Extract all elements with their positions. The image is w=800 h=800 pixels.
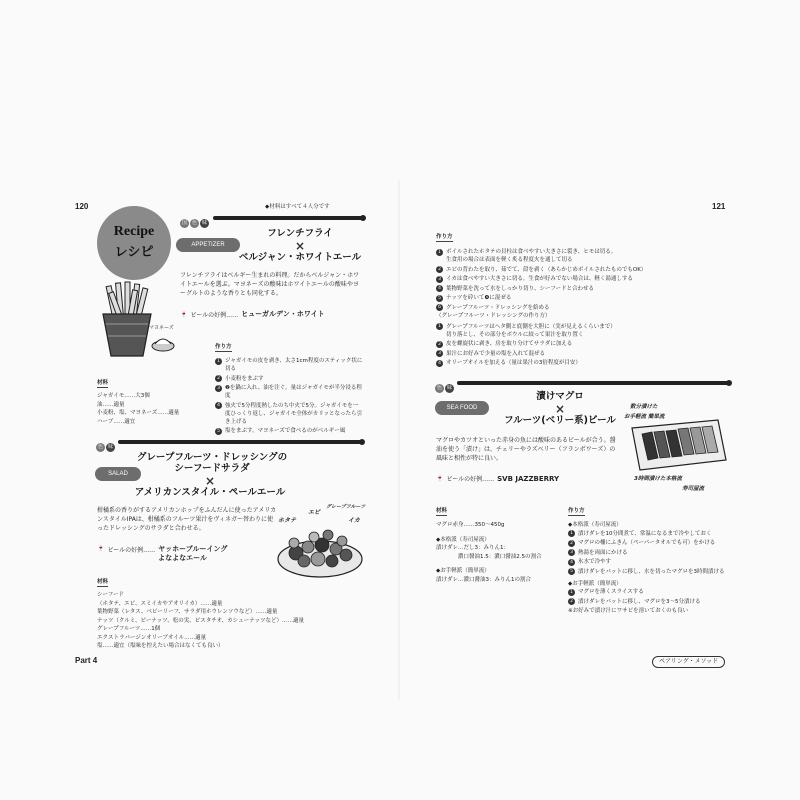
recipe3-rule xyxy=(457,381,729,385)
step-item: 2 皮を螺旋状に剥き、房を取り分けてサラダに加える xyxy=(436,340,726,348)
step-item: 1 漬けダレを10分間煮て、常温になるまで冷やしておく xyxy=(568,530,733,538)
ingredient-item: エクストラバージンオリーブオイル……適量 xyxy=(97,634,207,641)
tag-color: 色 xyxy=(436,385,442,391)
step-item: 2 小麦粉をまぶす xyxy=(215,375,363,383)
steps-a-label: ◆本格派（寿司屋流） xyxy=(568,522,622,528)
step-number: 5 xyxy=(436,295,443,302)
step-number: 2 xyxy=(436,341,443,348)
beer-name: SVB JAZZBERRY xyxy=(497,474,560,483)
recipe-badge-jp: レシピ xyxy=(114,245,154,260)
step-item: 1 ジャガイモの皮を剥き、太さ1cm程度のスティック状に切る xyxy=(215,357,363,373)
label-sushi-style: 寿司屋流 xyxy=(682,486,705,492)
tag-country: 国 xyxy=(181,220,187,226)
tag-taste: 味 xyxy=(201,220,207,226)
step-number: 3 xyxy=(215,385,222,392)
step-item: 4 氷水で冷やす xyxy=(568,558,733,566)
recipe3-cross: × xyxy=(554,402,566,416)
step-number: 1 xyxy=(436,249,443,256)
step-number: 4 xyxy=(215,402,222,409)
ingredients-note: ◆材料はすべて４人分です xyxy=(265,204,330,210)
label-shrimp: エビ xyxy=(308,509,321,516)
recipe-badge xyxy=(97,206,171,280)
tuna-illustration xyxy=(622,398,732,494)
steps-a-list xyxy=(568,530,733,576)
ingredient-item: 小麦粉、塩、マヨネーズ……適量 xyxy=(97,410,180,416)
ingredient-item: 漬けダレ…濃口醤油3：みりん1の割合 xyxy=(436,576,531,583)
beer-name: ヤッホーブルーイング よなよなエール xyxy=(158,545,228,562)
recipe1-ingredients xyxy=(97,369,207,426)
label-quick-style: お手軽流 簡単流 xyxy=(624,414,665,420)
right-page xyxy=(400,0,800,800)
step-number: 5 xyxy=(215,428,222,435)
step-number: 1 xyxy=(215,358,222,365)
mayo-label: マヨネーズ xyxy=(149,325,174,331)
beer-glass-icon: 🍷 xyxy=(180,310,188,318)
beer-glass-icon: 🍷 xyxy=(97,545,105,552)
steps-b-label: ◆お手軽派（簡単流） xyxy=(568,580,622,587)
step-item: 1 マグロを薄くスライスする xyxy=(568,588,733,596)
ingredient-item: 濃口醤油1.5：濃口醤油2.5の割合 xyxy=(436,553,542,560)
steps-label: 作り方 xyxy=(436,234,453,240)
label-quick-soak: 数分漬けた xyxy=(630,404,658,410)
ingredient-item: マグロ赤身……350〜450g xyxy=(436,522,505,528)
fries-cone-icon xyxy=(97,280,177,360)
recipe2-category: SALAD xyxy=(95,467,141,481)
step-item: 3 イカは食べやすい大きさに切る。生食が好みでない場合は、軽く湯通しする xyxy=(436,275,726,283)
recipe3-beer xyxy=(436,474,559,483)
beer-prefix: ビールの好例…… xyxy=(107,547,156,554)
steps-b-list xyxy=(568,588,733,606)
step-item: 3 ❷を鍋に入れ、油を注ぐ。量はジャガイモが半分浸る程度 xyxy=(215,384,363,400)
recipe2-title-dish-2: シーフードサラダ xyxy=(174,463,250,474)
step-number: 5 xyxy=(568,568,575,575)
recipe3-steps xyxy=(568,497,733,616)
ingredient-item: 漬けダレ…だし3：みりん1： xyxy=(436,545,509,551)
recipe2-beer xyxy=(97,545,227,563)
dressing-label: （グレープフルーツ・ドレッシングの作り方） xyxy=(436,313,551,319)
ingredients-label: 材料 xyxy=(436,508,448,514)
steps-list xyxy=(436,248,726,312)
step-item: 1 グレープフルーツはヘタ側と底側を大胆に（実が見えるくらいまで） 切り落とし、その部分をボウルに絞って果汁を取り置く xyxy=(436,323,726,339)
recipe1-beer xyxy=(180,309,325,319)
ingredient-item: 油……適量 xyxy=(97,401,125,408)
recipe2-rule-end xyxy=(359,439,365,445)
ingredient-item: ナッツ（クルミ、ピーナッツ、松の実、ピスタチオ、カシューナッツなど）……適量 xyxy=(97,617,304,624)
tag-color: 色 xyxy=(191,220,197,226)
step-number: 1 xyxy=(436,323,443,330)
step-item: 1 ボイルされたホタテの貝柱は食べやすい大きさに裂き、ヒモは切る。 生食用の場合は表面を軽く炙る程度火を通して切る xyxy=(436,248,726,264)
steps-label: 作り方 xyxy=(568,508,585,514)
step-number: 1 xyxy=(568,589,575,596)
step-item: 5 漬けダレをバットに移し、水を切ったマグロを3時間漬ける xyxy=(568,568,733,576)
step-item: 2 マグロの柵にふきん（ペーパータオルでも可）をかける xyxy=(568,539,733,547)
step-number: 2 xyxy=(215,375,222,382)
recipe2-tags xyxy=(96,437,116,456)
ingredient-item: グレープフルーツ……1個 xyxy=(97,626,161,632)
step-item: 4 オリーブオイルを加える（量は果汁の3倍程度が目安） xyxy=(436,359,726,367)
recipe1-title-dish: フレンチフライ xyxy=(267,228,333,239)
step-number: 2 xyxy=(436,266,443,273)
recipe2-title-beer: アメリカンスタイル・ペールエール xyxy=(134,487,286,498)
recipe3-title-dish: 漬けマグロ xyxy=(536,391,584,402)
tag-taste: 味 xyxy=(107,444,113,450)
ingredients-label: 材料 xyxy=(97,579,109,585)
recipe2-steps xyxy=(436,223,726,313)
label-grapefruit: グレープフルーツ xyxy=(326,504,366,510)
recipe3-title-beer: フルーツ(ベリー系)ビール xyxy=(504,415,616,426)
recipe2-rule xyxy=(118,440,362,444)
step-number: 4 xyxy=(568,559,575,566)
recipe1-title-beer: ベルジャン・ホワイトエール xyxy=(238,252,362,263)
step-item: 4 強火で5分程度熱したのち中火で5分。ジャガイモを一度ひっくり返し、ジャガイモ全体がカリッとなったら引き上げる xyxy=(215,402,363,426)
beer-prefix: ビールの好例…… xyxy=(446,476,495,483)
dressing-steps xyxy=(436,312,726,369)
step-number: 2 xyxy=(568,540,575,547)
ingredient-item: ジャガイモ……大3個 xyxy=(97,393,150,399)
section-footer: ペアリング・メソッド xyxy=(652,656,725,668)
label-3hour-soak: 3時間漬けた本格流 xyxy=(634,476,682,482)
tag-color: 色 xyxy=(97,444,103,450)
recipe1-description: フレンチフライはベルギー生まれの料理。だからベルジャン・ホワイトエールを選ぶ。マヨネーズの酸味はホワイトエールの酸味やヨーグルトのような香りとも同化する。 xyxy=(180,272,360,297)
recipe3-category: SEA FOOD xyxy=(435,401,489,415)
label-squid: イカ xyxy=(348,517,360,524)
ingredient-item: （ホタテ、エビ、スミイカやアオリイカ）……適量 xyxy=(97,600,223,607)
step-item: 3 果汁にお好みで少量の塩を入れて混ぜる xyxy=(436,350,726,358)
recipe3-description: マグロやカツオといった赤身の魚には酸味のあるビールが合う。醤油を使う「漬け」は、チェリーやラズベリー（フランボワーズ）の風味と相性が特に良い。 xyxy=(436,437,616,462)
step-item: 5 ナッツを砕いて❹に混ぜる xyxy=(436,294,726,302)
recipe-badge-en: Recipe xyxy=(113,224,155,239)
recipe2-description: 柑橘系の香りがするアメリカンホップをふんだんに使ったアメリカンスタイルIPAは、柑橘系のフルーツ果汁をヴィネガー替わりに使ったドレッシングのサラダと合わせる。 xyxy=(97,507,277,532)
recipe1-tags xyxy=(180,213,210,232)
steps-label: 作り方 xyxy=(215,344,232,350)
ingredient-item: ◆本格派（寿司屋流） xyxy=(436,536,490,543)
recipe2-ingredients xyxy=(97,568,367,651)
step-number: 1 xyxy=(568,530,575,537)
french-fries-illustration xyxy=(97,280,177,360)
step-number: 4 xyxy=(436,360,443,367)
recipe1-rule-end xyxy=(360,215,366,221)
step-item: 2 漬けダレをバットに移し、マグロを3〜5分漬ける xyxy=(568,598,733,606)
ingredients-label: 材料 xyxy=(97,380,109,386)
step-number: 4 xyxy=(436,285,443,292)
part-footer: Part 4 xyxy=(75,656,98,665)
step-number: 2 xyxy=(568,598,575,605)
recipe2-cross: × xyxy=(204,474,216,488)
dressing-steps-list xyxy=(436,323,726,368)
ingredient-item: 塩……適宜（塩味を控えたい場合はなくても良い） xyxy=(97,643,224,649)
page-number: 120 xyxy=(75,202,89,211)
step-number: 6 xyxy=(436,304,443,311)
step-number: 3 xyxy=(568,549,575,556)
step-item: 6 グレープフルーツ・ドレッシングを絡める xyxy=(436,304,726,312)
step-item: 2 エビの背わたを取り、茹でて、殻を剥く（あらかじめボイルされたものでもOK） xyxy=(436,266,726,274)
recipe1-cross: × xyxy=(294,239,306,253)
label-scallop: ホタテ xyxy=(278,517,297,524)
recipe3-ingredients xyxy=(436,497,556,584)
beer-glass-icon: 🍷 xyxy=(436,475,444,482)
ingredient-item: シーフード xyxy=(97,592,125,598)
page-number: 121 xyxy=(712,202,726,211)
recipe2-title-dish: グレープフルーツ・ドレッシングの xyxy=(136,452,288,463)
beer-prefix: ビールの好例…… xyxy=(190,311,239,319)
recipe1-rule xyxy=(213,216,363,220)
recipe3-rule-end xyxy=(726,380,732,386)
ingredient-item: ◆お手軽派（簡単流） xyxy=(436,568,490,574)
step-item: 5 塩をまぶす。マヨネーズで食べるのがベルギー風 xyxy=(215,427,363,435)
step-number: 3 xyxy=(436,350,443,357)
steps-b-note: ※お好みで漬け汁にワサビを溶いておくのも良い xyxy=(568,608,689,614)
step-item: 3 熱湯を両面にかける xyxy=(568,549,733,557)
tag-taste: 味 xyxy=(446,385,452,391)
steps-list xyxy=(215,357,363,435)
step-item: 4 葉物野菜を洗って水をしっかり切り、シーフードと合わせる xyxy=(436,285,726,293)
ingredient-item: ハーブ……適宜 xyxy=(97,418,136,425)
beer-name: ヒューガルデン・ホワイト xyxy=(241,310,325,318)
step-number: 3 xyxy=(436,276,443,283)
recipe1-category: APPETIZER xyxy=(176,238,240,252)
recipe1-steps xyxy=(215,333,363,437)
ingredient-item: 葉物野菜（レタス、ベビーリーフ、サラダ用ホウレンソウなど）……適量 xyxy=(97,609,278,615)
recipe3-tags xyxy=(435,378,455,397)
